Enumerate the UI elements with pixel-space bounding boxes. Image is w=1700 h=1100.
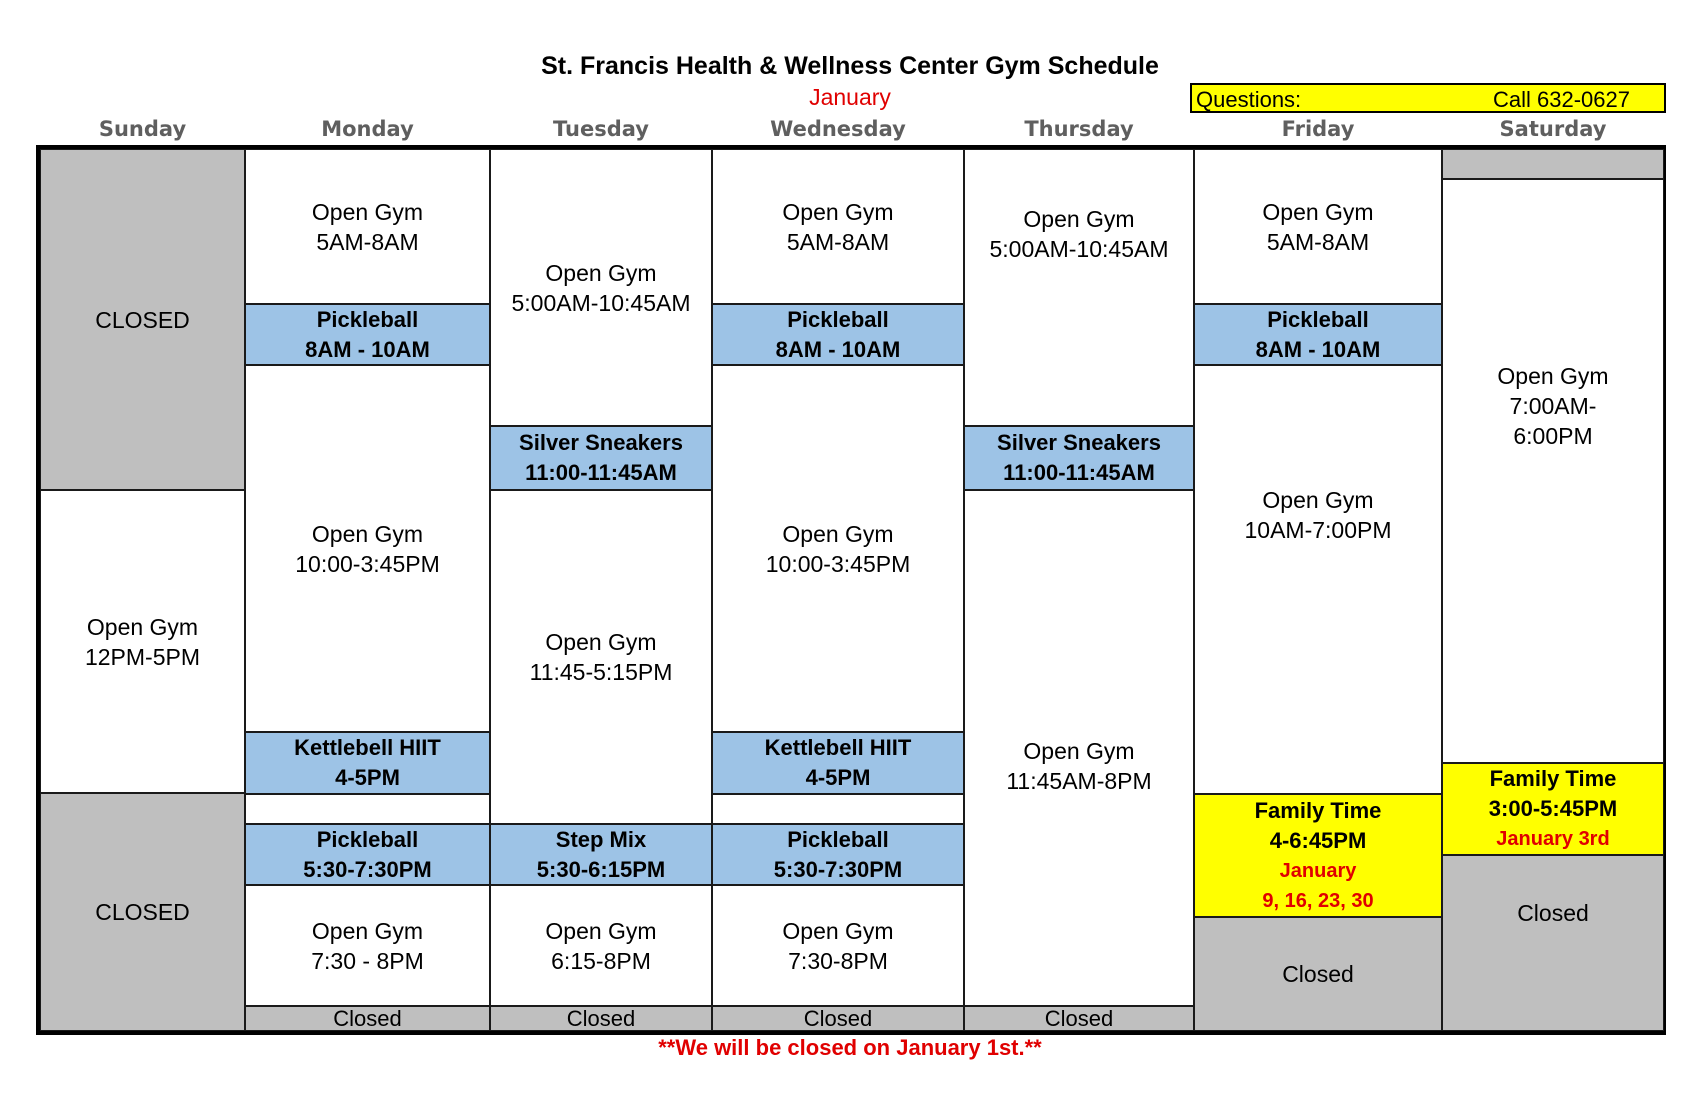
cell-time: 5:30-7:30PM: [773, 856, 903, 882]
cell-text: Open Gym: [1497, 363, 1609, 389]
cell-text: Open Gym: [782, 917, 894, 944]
friday-pickleball: [1194, 304, 1442, 365]
cell-text: Closed: [333, 1005, 402, 1031]
monday-open-gym-evening: [245, 885, 490, 1006]
cell-text: Family Time: [1489, 766, 1617, 791]
monday-closed: [245, 1006, 490, 1031]
cell-time: 7:00AM-: [1509, 393, 1597, 419]
cell-text: Open Gym: [1023, 737, 1135, 764]
cell-time: 5:00AM-10:45AM: [989, 235, 1169, 262]
cell-time: 10:00-3:45PM: [765, 550, 911, 577]
cell-time: 4-5PM: [805, 765, 871, 790]
saturday-closed: [1442, 855, 1664, 1031]
cell-text: Kettlebell HIIT: [764, 735, 912, 760]
wednesday-open-gym-midday: [712, 365, 964, 732]
cell-text: Family Time: [1254, 797, 1382, 823]
day-header-sunday: Sunday: [98, 117, 187, 141]
cell-time: 5AM-8AM: [786, 228, 890, 255]
cell-time: 10:00-3:45PM: [295, 550, 440, 577]
cell-text: Closed: [566, 1005, 636, 1031]
cell-text: Closed: [1282, 961, 1354, 987]
monday-pickleball-morning: [245, 304, 490, 365]
cell-note: January 3rd: [1496, 828, 1610, 850]
cell-time: 7:30-8PM: [788, 947, 888, 974]
cell-text: Open Gym: [311, 917, 424, 944]
cell-text: Pickleball: [316, 306, 419, 332]
friday-closed: [1194, 917, 1442, 1031]
cell-text: Step Mix: [555, 826, 647, 852]
wednesday-pickleball-morning: [712, 304, 964, 365]
friday-family-time: [1194, 794, 1442, 917]
questions-box: [1190, 83, 1666, 113]
cell-text: Open Gym: [782, 520, 894, 547]
cell-text: Pickleball: [787, 826, 889, 852]
day-header-thursday: Thursday: [1024, 117, 1134, 141]
wednesday-open-gym-morning: [712, 149, 964, 304]
cell-time: 5:30-6:15PM: [536, 856, 666, 882]
cell-text: Open Gym: [545, 917, 657, 944]
monday-open-gym-morning: [245, 149, 490, 304]
friday-open-gym-morning: [1194, 149, 1442, 304]
cell-time: 12PM-5PM: [84, 643, 201, 670]
cell-time: 11:00-11:45AM: [1003, 460, 1155, 485]
cell-text: Closed: [803, 1005, 873, 1031]
tuesday-open-gym-evening: [490, 885, 712, 1006]
day-header-wednesday: Wednesday: [770, 117, 906, 141]
thursday-open-gym-afternoon: [964, 490, 1194, 1006]
cell-text: Silver Sneakers: [519, 430, 683, 455]
tuesday-open-gym-morning: [490, 149, 712, 426]
wednesday-closed: [712, 1006, 964, 1031]
saturday-closed-early: [1442, 149, 1664, 179]
closure-footnote: **We will be closed on January 1st.**: [658, 1035, 1042, 1060]
cell-time: 7:30 - 8PM: [311, 947, 424, 974]
month-label: January: [809, 84, 891, 110]
cell-time: 8AM - 10AM: [1255, 336, 1381, 362]
cell-text: Closed: [1517, 900, 1589, 926]
thursday-closed: [964, 1006, 1194, 1031]
cell-text: Open Gym: [311, 198, 424, 225]
cell-text: Open Gym: [1262, 198, 1374, 225]
cell-text: Kettlebell HIIT: [294, 735, 441, 760]
friday-open-gym-afternoon: [1194, 365, 1442, 794]
cell-time: 11:45-5:15PM: [529, 659, 673, 685]
cell-time: 8AM - 10AM: [305, 336, 430, 362]
cell-time: 4-6:45PM: [1269, 827, 1367, 853]
cell-time: 5AM-8AM: [1266, 228, 1370, 255]
cell-time: 5:00AM-10:45AM: [511, 289, 691, 316]
cell-text: CLOSED: [95, 306, 190, 333]
saturday-open-gym: [1442, 179, 1664, 763]
cell-time: 8AM - 10AM: [775, 336, 901, 362]
thursday-open-gym-morning: [964, 149, 1194, 426]
cell-text: Pickleball: [316, 826, 419, 852]
wednesday-pickleball-evening: [712, 824, 964, 885]
cell-note: January: [1279, 859, 1357, 882]
cell-note: 9, 16, 23, 30: [1262, 889, 1374, 912]
cell-text: Silver Sneakers: [997, 430, 1161, 455]
cell-time: 11:00-11:45AM: [525, 460, 677, 485]
schedule-title: St. Francis Health & Wellness Center Gym Schedule: [541, 52, 1159, 80]
thursday-silver-sneakers: [964, 426, 1194, 490]
tuesday-closed: [490, 1006, 712, 1031]
cell-time: 3:00-5:45PM: [1488, 796, 1618, 821]
cell-time: 6:15-8PM: [551, 947, 651, 974]
cell-text: Open Gym: [86, 613, 199, 640]
sunday-closed-evening: [40, 793, 245, 1031]
wednesday-open-gym-evening: [712, 885, 964, 1006]
monday-kettlebell-hiit: [245, 732, 490, 794]
cell-text: Pickleball: [1267, 306, 1369, 332]
cell-time: 5AM-8AM: [316, 228, 419, 255]
day-header-monday: Monday: [321, 117, 414, 141]
questions-phone: Call 632-0627: [1493, 87, 1630, 112]
cell-text: Closed: [1044, 1005, 1114, 1031]
wednesday-gap: [712, 794, 964, 824]
day-header-friday: Friday: [1281, 117, 1355, 141]
monday-open-gym-midday: [245, 365, 490, 732]
day-header-tuesday: Tuesday: [553, 117, 649, 141]
tuesday-open-gym-midday: [490, 490, 712, 824]
cell-text: Open Gym: [545, 629, 657, 655]
saturday-family-time: [1442, 763, 1664, 855]
cell-time: 11:45AM-8PM: [1006, 767, 1152, 794]
day-header-saturday: Saturday: [1499, 117, 1607, 141]
tuesday-silver-sneakers: [490, 426, 712, 490]
tuesday-step-mix: [490, 824, 712, 885]
cell-text: Open Gym: [782, 198, 894, 225]
questions-label: Questions:: [1196, 87, 1302, 112]
cell-time: 4-5PM: [335, 765, 400, 790]
cell-text: Open Gym: [1023, 205, 1135, 232]
cell-time: 6:00PM: [1513, 423, 1593, 449]
cell-text: CLOSED: [95, 899, 190, 925]
cell-time: 5:30-7:30PM: [303, 856, 432, 882]
cell-text: Pickleball: [787, 306, 889, 332]
cell-text: Open Gym: [545, 259, 657, 286]
monday-pickleball-evening: [245, 824, 490, 885]
sunday-open-gym: [40, 490, 245, 793]
monday-gap: [245, 794, 490, 824]
cell-text: Open Gym: [1262, 486, 1374, 513]
wednesday-kettlebell-hiit: [712, 732, 964, 794]
sunday-closed-morning: [40, 149, 245, 490]
cell-time: 10AM-7:00PM: [1244, 516, 1392, 543]
cell-text: Open Gym: [311, 520, 424, 547]
